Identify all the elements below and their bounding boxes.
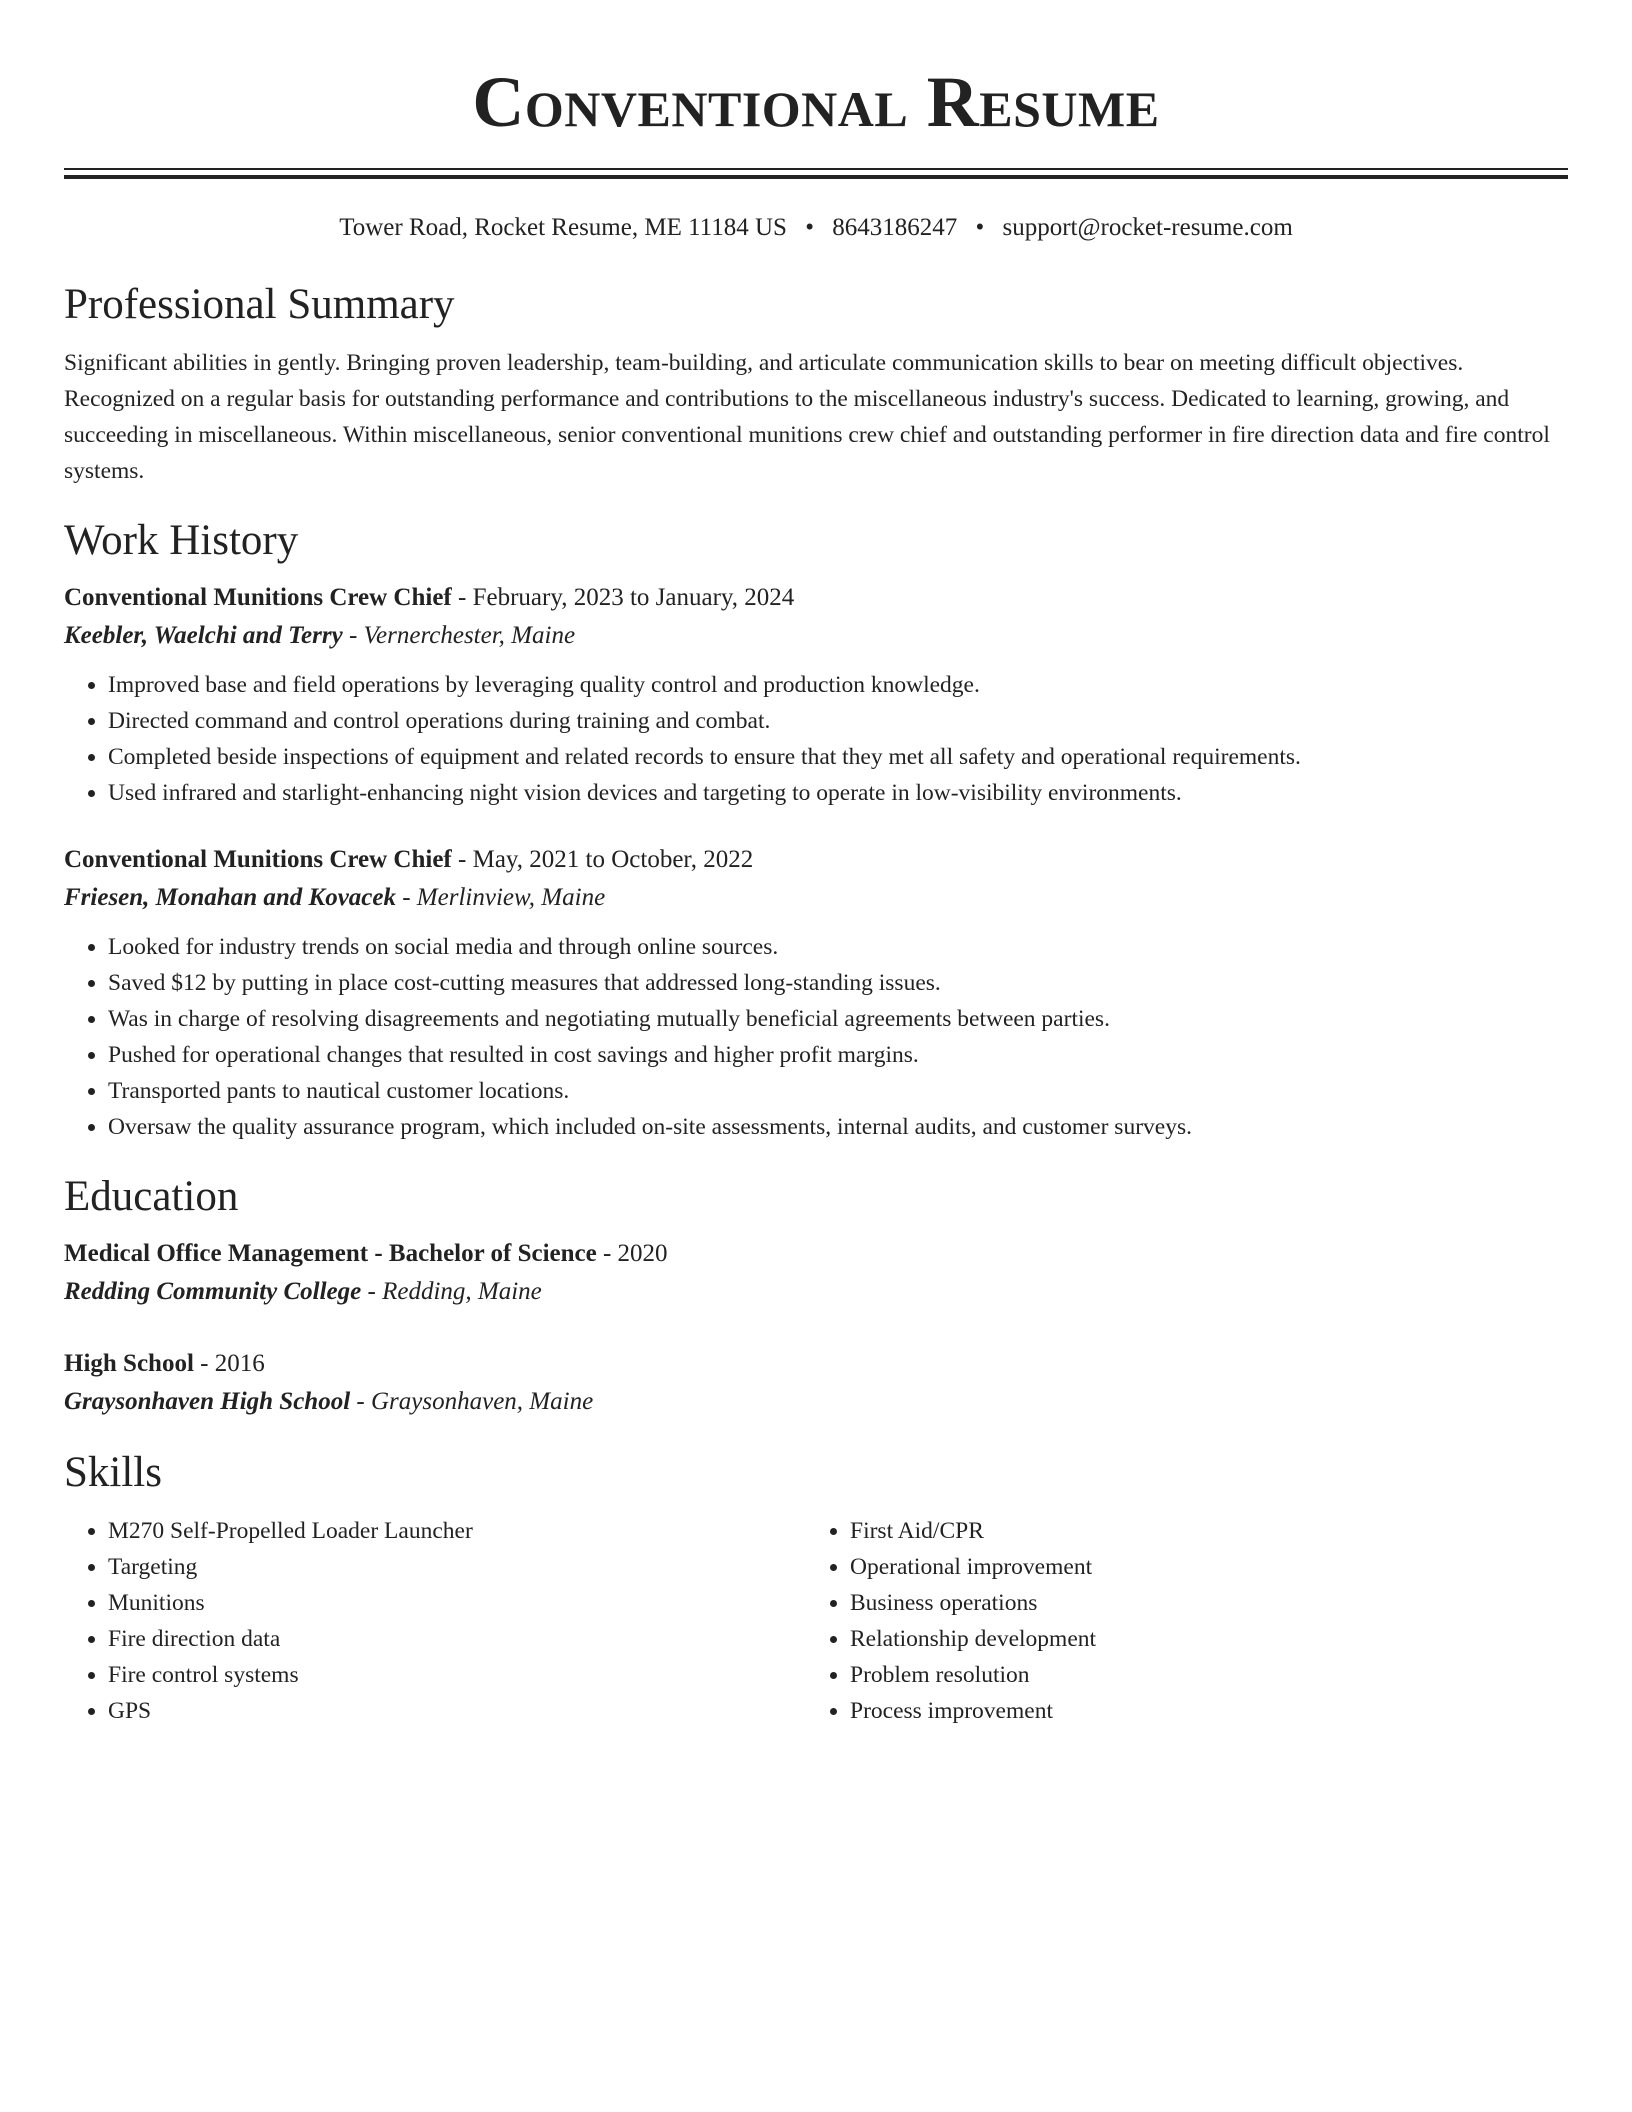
contact-separator: • bbox=[975, 214, 985, 241]
list-item: • Used infrared and starlight-enhancing night vision devices and targeting to operate in low-visibility environments. bbox=[108, 775, 1568, 811]
education-school: Graysonhaven High School bbox=[64, 1388, 351, 1415]
education-school-line bbox=[64, 1273, 1568, 1311]
list-item: • Problem resolution bbox=[850, 1657, 1548, 1693]
resume-name: Conventional Resume bbox=[472, 62, 1160, 142]
education-section bbox=[64, 1169, 1568, 1421]
skills-list-right bbox=[806, 1513, 1548, 1729]
job-entry bbox=[64, 579, 1568, 811]
education-location: - Redding, Maine bbox=[361, 1278, 542, 1305]
contact-separator: • bbox=[805, 214, 814, 241]
job-duties bbox=[64, 667, 1568, 811]
education-year: - 2020 bbox=[596, 1240, 668, 1267]
list-item: • Directed command and control operations during training and combat. bbox=[108, 703, 1568, 739]
header-rule-thin bbox=[64, 168, 1568, 170]
education-year: - 2016 bbox=[193, 1350, 265, 1377]
header-rule-thick bbox=[64, 175, 1568, 179]
education-entry bbox=[64, 1345, 1568, 1421]
section-title-education: Education bbox=[64, 1173, 239, 1220]
job-role: Conventional Munitions Crew Chief bbox=[64, 584, 452, 611]
job-role: Conventional Munitions Crew Chief bbox=[64, 846, 452, 873]
work-section bbox=[64, 513, 1568, 1145]
job-company: Keebler, Waelchi and Terry bbox=[64, 622, 343, 649]
summary-section bbox=[64, 277, 1568, 489]
list-item: • Relationship development bbox=[850, 1621, 1548, 1657]
list-item: • Was in charge of resolving disagreements and negotiating mutually beneficial agreements between parties. bbox=[108, 1001, 1568, 1037]
education-entry bbox=[64, 1235, 1568, 1311]
list-item: • Process improvement bbox=[850, 1693, 1548, 1729]
list-item: • Munitions bbox=[108, 1585, 806, 1621]
job-company-line bbox=[64, 617, 1568, 655]
list-item: • GPS bbox=[108, 1693, 806, 1729]
education-degree: Medical Office Management - Bachelor of Science bbox=[64, 1240, 597, 1267]
skills-list-left bbox=[64, 1513, 806, 1729]
section-title-work: Work History bbox=[64, 517, 299, 564]
contact-phone: 8643186247 bbox=[832, 214, 958, 241]
job-company: Friesen, Monahan and Kovacek bbox=[64, 884, 396, 911]
skills-section bbox=[64, 1445, 1568, 1729]
job-location: - Vernerchester, Maine bbox=[342, 622, 576, 649]
skills-columns bbox=[64, 1513, 1568, 1729]
job-title-line bbox=[64, 841, 1568, 879]
list-item: • Completed beside inspections of equipment and related records to ensure that they met all safety and operational requirements. bbox=[108, 739, 1568, 775]
job-title-line bbox=[64, 579, 1568, 617]
education-degree: High School bbox=[64, 1350, 194, 1377]
list-item: • Pushed for operational changes that resulted in cost savings and higher profit margins. bbox=[108, 1037, 1568, 1073]
list-item: • Improved base and field operations by leveraging quality control and production knowledge. bbox=[108, 667, 1568, 703]
job-location: - Merlinview, Maine bbox=[395, 884, 606, 911]
list-item: • Looked for industry trends on social media and through online sources. bbox=[108, 929, 1568, 965]
contact-line bbox=[64, 211, 1568, 245]
list-item: • Oversaw the quality assurance program, which included on-site assessments, internal audits, and customer surveys. bbox=[108, 1109, 1568, 1145]
contact-address: Tower Road, Rocket Resume, ME 11184 US bbox=[339, 214, 787, 241]
section-title-summary: Professional Summary bbox=[64, 281, 455, 328]
education-school-line bbox=[64, 1383, 1568, 1421]
summary-text: Significant abilities in gently. Bringing proven leadership, team-building, and articulate communication skills to bear on meeting difficult objectives. Recognized on a regular basis for outstanding performance and contributions to the miscellaneous industry's success. Dedicated to learning, growing, and succeeding in miscellaneous. Within miscellaneous, senior conventional munitions crew chief and outstanding performer in fire direction data and fire control systems. bbox=[64, 350, 1550, 484]
job-company-line bbox=[64, 879, 1568, 917]
job-duties bbox=[64, 929, 1568, 1145]
section-title-skills: Skills bbox=[64, 1449, 162, 1496]
list-item: • Fire direction data bbox=[108, 1621, 806, 1657]
job-dates: - February, 2023 to January, 2024 bbox=[451, 584, 795, 611]
education-school: Redding Community College bbox=[64, 1278, 362, 1305]
list-item: • Fire control systems bbox=[108, 1657, 806, 1693]
education-degree-line bbox=[64, 1235, 1568, 1273]
job-dates: - May, 2021 to October, 2022 bbox=[451, 846, 754, 873]
list-item: • Transported pants to nautical customer locations. bbox=[108, 1073, 1568, 1109]
education-location: - Graysonhaven, Maine bbox=[350, 1388, 594, 1415]
list-item: • Business operations bbox=[850, 1585, 1548, 1621]
list-item: • Operational improvement bbox=[850, 1549, 1548, 1585]
list-item: • Targeting bbox=[108, 1549, 806, 1585]
education-degree-line bbox=[64, 1345, 1568, 1383]
contact-email: support@rocket-resume.com bbox=[1002, 214, 1293, 241]
list-item: • Saved $12 by putting in place cost-cutting measures that addressed long-standing issues. bbox=[108, 965, 1568, 1001]
list-item: • M270 Self-Propelled Loader Launcher bbox=[108, 1513, 806, 1549]
list-item: • First Aid/CPR bbox=[850, 1513, 1548, 1549]
job-entry bbox=[64, 841, 1568, 1145]
